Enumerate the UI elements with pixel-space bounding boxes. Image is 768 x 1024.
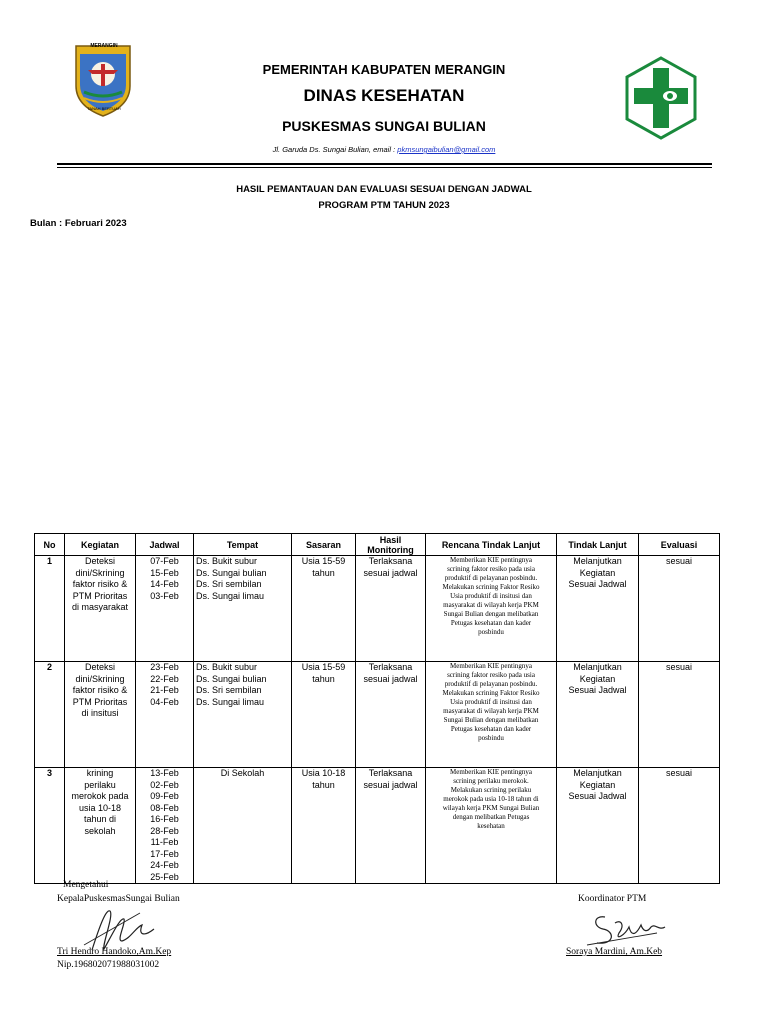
cell-jadwal-line: 03-Feb	[150, 590, 179, 601]
cell-tindak	[557, 768, 639, 884]
col-tempat: Tempat	[194, 534, 292, 556]
cell-tempat-line: Ds. Sungai bulian	[196, 673, 267, 684]
month-label: Bulan : Februari 2023	[30, 218, 127, 229]
sig-right-line1: Koordinator PTM	[578, 894, 647, 904]
header-puskesmas: PUSKESMAS SUNGAI BULIAN	[282, 118, 486, 134]
cell-jadwal-line: 16-Feb	[150, 814, 179, 824]
cell-rencana-line: Memberikan KIE pentingnya	[449, 768, 533, 776]
cell-tempat-line: Ds. Sungai limau	[196, 590, 265, 601]
cell-hasil-line: sesuai jadwal	[363, 673, 418, 684]
table-row	[35, 556, 720, 662]
cell-rencana-line: Sungai Bulian dengan melibatkan	[443, 610, 539, 618]
cell-evaluasi: sesuai	[639, 768, 720, 884]
cell-tindak-line: Kegiatan	[579, 673, 616, 684]
cell-tempat	[194, 556, 292, 662]
monitoring-table	[34, 533, 720, 884]
doc-title: HASIL PEMANTAUAN DAN EVALUASI SESUAI DENGAN JADWAL	[236, 184, 532, 195]
header-address	[0, 145, 768, 154]
cell-tempat-line: Ds. Sri sembilan	[196, 685, 262, 695]
cell-hasil	[356, 662, 426, 768]
header-government: PEMERINTAH KABUPATEN MERANGIN	[262, 62, 506, 77]
cell-tindak	[557, 556, 639, 662]
cell-tindak-line: Sesuai Jadwal	[568, 791, 627, 801]
sig-left-line1: Mengetahui	[63, 880, 109, 890]
cell-tindak-line: Melanjutkan	[573, 768, 622, 778]
cell-jadwal-line: 22-Feb	[150, 673, 179, 684]
table-row	[35, 768, 720, 884]
cell-jadwal-line: 11-Feb	[150, 837, 179, 847]
doc-subtitle: PROGRAM PTM TAHUN 2023	[318, 200, 450, 211]
cell-kegiatan-line: merokok pada	[71, 791, 129, 801]
cell-kegiatan-line: faktor risiko &	[72, 579, 128, 589]
cell-kegiatan-line: Deteksi	[84, 556, 115, 566]
col-evaluasi: Evaluasi	[639, 534, 720, 556]
header-department: DINAS KESEHATAN	[303, 86, 465, 105]
sig-left-line2: KepalaPuskesmasSungai Bulian	[57, 894, 180, 904]
cell-rencana-line: masyarakat di wilayah kerja PKM	[443, 601, 539, 609]
cell-evaluasi: sesuai	[639, 556, 720, 662]
cell-kegiatan-line: faktor risiko &	[72, 685, 128, 695]
cell-jadwal-line: 02-Feb	[150, 779, 179, 790]
cell-tempat-line: Ds. Sri sembilan	[196, 579, 262, 589]
cell-hasil-line: Terlaksana	[368, 556, 413, 566]
cell-no: 1	[35, 556, 65, 662]
cell-jadwal-line: 21-Feb	[150, 685, 179, 695]
cell-rencana-line: Sungai Bulian dengan melibatkan	[443, 716, 539, 724]
cell-tindak-line: Melanjutkan	[573, 662, 622, 672]
cell-kegiatan-line: di insitusi	[81, 708, 119, 718]
cell-tempat	[194, 768, 292, 884]
cell-rencana-line: wilayah kerja PKM Sungai Bulian	[442, 804, 540, 812]
cell-kegiatan	[65, 768, 136, 884]
cell-jadwal-line: 28-Feb	[150, 825, 179, 836]
cell-hasil-line: sesuai jadwal	[363, 567, 418, 578]
cell-rencana	[426, 556, 557, 662]
cell-kegiatan-line: sekolah	[84, 825, 116, 836]
cell-rencana-line: Memberikan KIE pentingnya	[449, 662, 533, 670]
cell-rencana-line: Usia produktif di insitusi dan	[450, 592, 532, 600]
cell-rencana	[426, 768, 557, 884]
cell-hasil	[356, 768, 426, 884]
cell-jadwal-line: 04-Feb	[150, 696, 179, 707]
cell-kegiatan-line: dini/Skrining	[75, 673, 125, 684]
cell-rencana-line: Usia produktif di insitusi dan	[450, 698, 532, 706]
cell-evaluasi: sesuai	[639, 662, 720, 768]
cell-no: 3	[35, 768, 65, 884]
cell-no: 2	[35, 662, 65, 768]
col-sasaran: Sasaran	[292, 534, 356, 556]
cell-sasaran-line: Usia 15-59	[301, 556, 346, 566]
cell-tindak-line: Sesuai Jadwal	[568, 579, 627, 589]
cell-kegiatan-line: dini/Skrining	[75, 567, 125, 578]
cell-sasaran-line: Usia 15-59	[301, 662, 346, 672]
cell-kegiatan-line: PTM Prioritas	[72, 696, 128, 707]
cell-rencana	[426, 662, 557, 768]
cell-rencana-line: scrining faktor resiko pada usia	[447, 565, 535, 573]
sig-left-nip: Nip.196802071988031002	[57, 960, 160, 970]
cell-rencana-line: posbindu	[478, 734, 504, 742]
sig-left-name: Tri Hendro Handoko,Am.Kep	[57, 947, 172, 957]
cell-rencana-line: Melakukan scrining Faktor Resiko	[442, 689, 540, 697]
cell-sasaran	[292, 556, 356, 662]
cell-jadwal	[136, 556, 194, 662]
right-signature-scribble	[585, 905, 675, 950]
cell-hasil	[356, 556, 426, 662]
logo-top-text: MERANGIN	[90, 43, 118, 49]
cell-rencana-line: scrining perilaku merokok.	[453, 777, 529, 785]
col-tindak: Tindak Lanjut	[557, 534, 639, 556]
cell-sasaran-line: tahun	[312, 567, 335, 578]
table-header-row	[35, 534, 720, 556]
table-row	[35, 662, 720, 768]
cell-jadwal-line: 15-Feb	[150, 567, 179, 578]
cell-jadwal-line: 23-Feb	[150, 662, 179, 672]
cell-tempat	[194, 662, 292, 768]
col-no: No	[35, 534, 65, 556]
cell-sasaran-line: tahun	[312, 779, 335, 790]
cell-kegiatan-line: tahun di	[83, 814, 117, 824]
address-text: Jl. Garuda Ds. Sungai Bulian, email :	[272, 145, 398, 154]
cell-tempat-line: Ds. Sungai bulian	[196, 567, 267, 578]
cell-tindak-line: Sesuai Jadwal	[568, 685, 627, 695]
cell-kegiatan-line: Deteksi	[84, 662, 115, 672]
cell-tindak-line: Melanjutkan	[573, 556, 622, 566]
cell-jadwal-line: 14-Feb	[150, 579, 179, 589]
cell-hasil-line: sesuai jadwal	[363, 779, 418, 790]
cell-rencana-line: posbindu	[478, 628, 504, 636]
cell-kegiatan-line: PTM Prioritas	[72, 590, 128, 601]
cell-kegiatan-line: usia 10-18	[78, 802, 122, 813]
col-rencana: Rencana Tindak Lanjut	[426, 534, 557, 556]
cell-rencana-line: produktif di pelayanan posbindu.	[444, 574, 538, 582]
cell-sasaran-line: tahun	[312, 673, 335, 684]
header-divider-thin	[57, 167, 712, 168]
cell-rencana-line: Petugas kesehatan dan kader	[450, 619, 532, 627]
cell-kegiatan	[65, 662, 136, 768]
email-link[interactable]: pkmsungaibulian@gmail.com	[397, 145, 496, 154]
cell-jadwal-line: 08-Feb	[150, 802, 179, 813]
col-hasil: Hasil Monitoring	[356, 534, 426, 556]
cell-hasil-line: Terlaksana	[368, 662, 413, 672]
cell-rencana-line: Melakukan scrining perilaku	[450, 786, 532, 794]
cell-rencana-line: scrining faktor resiko pada usia	[447, 671, 535, 679]
cell-tempat-line: Ds. Bukit subur	[196, 662, 258, 672]
cell-kegiatan-line: krining	[86, 768, 114, 778]
cell-tempat-line: Di Sekolah	[220, 768, 265, 778]
cell-sasaran-line: Usia 10-18	[301, 768, 346, 778]
cell-kegiatan	[65, 556, 136, 662]
logo-banner-text: TANAH BERTUAH	[87, 106, 121, 111]
cell-jadwal	[136, 662, 194, 768]
cell-tindak	[557, 662, 639, 768]
cell-sasaran	[292, 662, 356, 768]
cell-rencana-line: merokok pada usia 10-18 tahun di	[443, 795, 539, 803]
cell-rencana-line: kesehatan	[477, 822, 505, 830]
cell-hasil-line: Terlaksana	[368, 768, 413, 778]
cell-jadwal-line: 25-Feb	[150, 871, 179, 882]
col-kegiatan: Kegiatan	[65, 534, 136, 556]
cell-rencana-line: Memberikan KIE pentingnya	[449, 556, 533, 564]
cell-tempat-line: Ds. Bukit subur	[196, 556, 258, 566]
cell-jadwal-line: 17-Feb	[150, 848, 179, 859]
cell-jadwal-line: 24-Feb	[150, 860, 179, 870]
cell-kegiatan-line: di masyarakat	[71, 602, 129, 612]
sig-right-name: Soraya Mardini, Am.Keb	[566, 947, 663, 957]
cell-jadwal-line: 09-Feb	[150, 791, 179, 801]
col-jadwal: Jadwal	[136, 534, 194, 556]
header-divider-thick	[57, 163, 712, 165]
cell-jadwal	[136, 768, 194, 884]
cell-tindak-line: Kegiatan	[579, 567, 616, 578]
cell-jadwal-line: 13-Feb	[150, 768, 179, 778]
cell-rencana-line: Melakukan scrining Faktor Resiko	[442, 583, 540, 591]
cell-rencana-line: masyarakat di wilayah kerja PKM	[443, 707, 539, 715]
cell-jadwal-line: 07-Feb	[150, 556, 179, 566]
cell-tindak-line: Kegiatan	[579, 779, 616, 790]
cell-rencana-line: Petugas kesehatan dan kader	[450, 725, 532, 733]
cell-rencana-line: produktif di pelayanan posbindu.	[444, 680, 538, 688]
cell-tempat-line: Ds. Sungai limau	[196, 696, 265, 707]
cell-sasaran	[292, 768, 356, 884]
cell-rencana-line: dengan melibatkan Petugas	[452, 813, 530, 821]
cell-kegiatan-line: perilaku	[84, 779, 116, 790]
